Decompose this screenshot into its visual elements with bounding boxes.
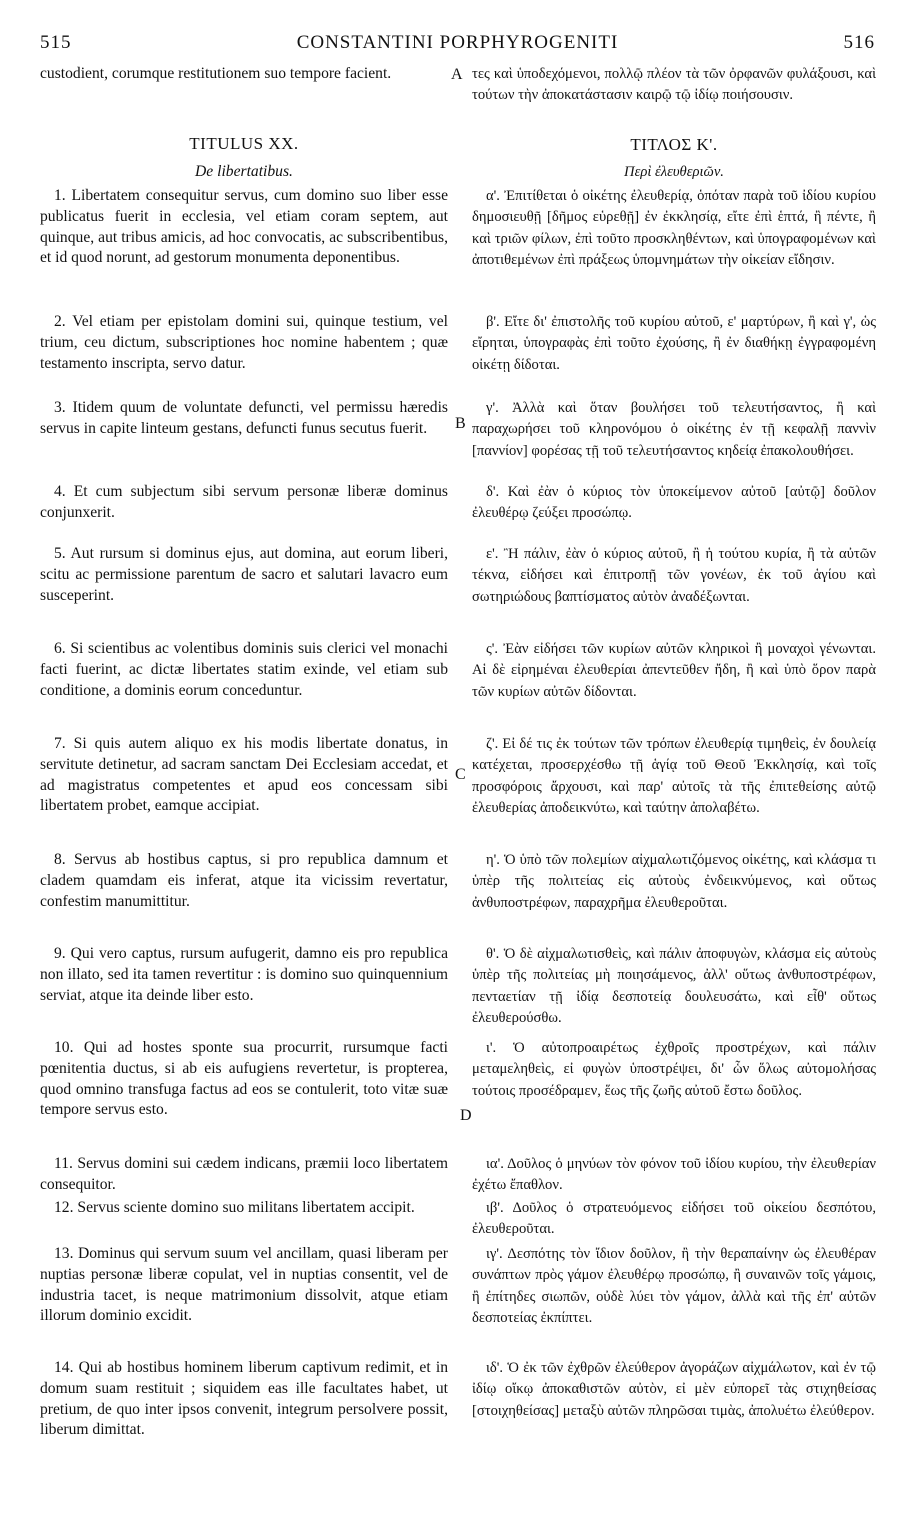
latin-para-6: 6. Si scientibus ac volentibus dominis suis clerici vel monachi facti fuerint, ac dictæ libertates statim exinde, vel etiam sub conditione, a dominis eorum conceduntur.: [40, 640, 448, 699]
page-number-right: 516: [843, 32, 875, 53]
greek-para-13: ιγ'. Δεσπότης τὸν ἴδιον δοῦλον, ἢ τὴν θεραπαίνην ὡς ἐλευθέραν συνάπτων πρὸς γάμον ἐλευθέρῳ προσώπῳ, ἢ συναινῶν τοῖς γάμοις, ἢ ἐπίτηδες σιωπῶν, οὐδὲ λύει τὸν γάμον, ἀλλὰ καὶ τῆς ἐπ' αὐτῶν δεσποτείας ἐκπίπτει.: [472, 1246, 876, 1327]
latin-para-12: 12. Servus sciente domino suo militans libertatem accipit.: [54, 1199, 415, 1216]
latin-para-7: 7. Si quis autem aliquo ex his modis libertate donatus, in servitute detinetur, ad sacram sanctam Dei Ecclesiam accedat, et ad magistratus competentes et apud eos concessam sibi libertatem probet, eamque accipiat.: [40, 735, 448, 815]
page-number-left: 515: [40, 32, 72, 53]
latin-para-10: 10. Qui ad hostes sponte sua procurrit, rursumque facti pœnitentia ductus, si ab eis aufugiens revertetur, is propterea, quod omnino transfuga factus ad eos se contulerit, toto vitæ suæ tempore servus esto.: [40, 1039, 448, 1119]
greek-para-2: β'. Εἴτε δι' ἐπιστολῆς τοῦ κυρίου αὐτοῦ, ε' μαρτύρων, ἢ καὶ γ', ὡς εἴρηται, ὑπογραφὰς ἐπὶ τοῦτο ἐχούσης, ἢ ἐν διαθήκῃ ἐγγραφομένη οἰκέτῃ δίδοται.: [472, 314, 876, 373]
latin-para-14: 14. Qui ab hostibus hominem liberum captivum redimit, et in domum suam restituit ; siquidem eas ille facultates habet, ut pretium, de quo inter ipsos convenit, integrum persolvere possit, liberum dimittat.: [40, 1359, 448, 1439]
greek-title: ΤΙΤΛΟΣ Κ'.: [630, 135, 718, 154]
running-title: CONSTANTINI PORPHYROGENITI: [296, 32, 619, 53]
margin-letter-b: B: [455, 415, 466, 432]
latin-para-11: 11. Servus domini sui cædem indicans, præmii loco libertatem consequitor.: [40, 1155, 448, 1193]
margin-letter-a: A: [451, 66, 463, 83]
latin-para-3: 3. Itidem quum de voluntate defuncti, vel permissu hæredis servus in capite linteum gestans, defuncti funus secutus fuerit.: [40, 399, 448, 437]
greek-para-10: ι'. Ὁ αὐτοπροαιρέτως ἐχθροῖς προστρέχων, καὶ πάλιν μεταμεληθεὶς, εἰ φυγὼν ὑποστρέψει, δι' ὧν ὅλως αὐτομολήσας τούτοις προσέδραμεν, ἕως τῆς ζωῆς αὐτοῦ ἔστω δοῦλος.: [472, 1040, 876, 1099]
latin-subtitle: De libertatibus.: [195, 163, 293, 180]
greek-para-7: ζ'. Εἰ δέ τις ἐκ τούτων τῶν τρόπων ἐλευθερίᾳ τιμηθεὶς, ἐν δουλείᾳ κατέχεται, προσερχέσθω τῇ ἁγίᾳ τοῦ Θεοῦ Ἐκκλησίᾳ, καὶ τοῖς προσφόροις ἄρχουσι, καὶ παρ' αὐτοῖς τὰ τῆς ἐπιτεθείσης αὐτῷ ἐλευθερίας ἀποδεικνύτω, καὶ ταύτην ἀπολαβέτω.: [472, 736, 876, 817]
greek-para-3: γ'. Ἀλλὰ καὶ ὅταν βουλήσει τοῦ τελευτήσαντος, ἢ καὶ παραχωρήσει τοῦ κληρονόμου ὁ οἰκέτης ἐν τῇ κεφαλῇ παννὶν [παννίον] φορέσας τῇ τοῦ τελευτήσαντος κηδείᾳ ἐπακολουθήσει.: [472, 400, 876, 459]
latin-para-2: 2. Vel etiam per epistolam domini sui, quinque testium, vel trium, ceu dictum, subscriptiones hoc nomine habentem ; quæ testamento inscripta, servo datur.: [40, 313, 448, 372]
margin-letter-d: D: [460, 1107, 472, 1124]
latin-para-8: 8. Servus ab hostibus captus, si pro republica damnum et cladem quamdam eis inferat, atque ita vicissim revertatur, confestim manumittitur.: [40, 851, 448, 910]
latin-para-13: 13. Dominus qui servum suum vel ancillam, quasi liberam per nuptias personæ liberæ copulat, vel in nuptias consentit, vel de industria tacet, is neque matrimonium dissolvit, atque etiam illorum dominio excidit.: [40, 1245, 448, 1325]
latin-title: TITULUS XX.: [189, 134, 299, 153]
margin-letter-c: C: [455, 766, 466, 783]
greek-para-5: ε'. Ἢ πάλιν, ἐὰν ὁ κύριος αὐτοῦ, ἢ ἡ τούτου κυρία, ἢ τὰ αὐτῶν τέκνα, εἰδήσει καὶ ἐπιτροπῇ τῶν γονέων, ἐκ τοῦ ἁγίου καὶ σωτηριώδους βαπτίσματος αὐτὸν ἀναδέξωνται.: [472, 546, 876, 605]
greek-para-8: η'. Ὁ ὑπὸ τῶν πολεμίων αἰχμαλωτιζόμενος οἰκέτης, καὶ κλάσμα τι ὑπὲρ τῆς πολιτείας εἰς αὐτοὺς ἐνδεικνύμενος, καὶ οὕτως ἀνθυποστρέφων, παραχρῆμα ἐλευθεροῦται.: [472, 852, 876, 911]
greek-para-11: ια'. Δοῦλος ὁ μηνύων τὸν φόνον τοῦ ἰδίου κυρίου, τὴν ἐλευθερίαν ἐχέτω ἔπαθλον.: [472, 1156, 876, 1194]
greek-para-4: δ'. Καὶ ἐὰν ὁ κύριος τὸν ὑποκείμενον αὐτοῦ [αὐτῷ] δοῦλον ἐλευθέρῳ ζεύξει προσώπῳ.: [472, 484, 876, 522]
greek-subtitle: Περὶ ἐλευθεριῶν.: [624, 164, 724, 180]
latin-para-9: 9. Qui vero captus, rursum aufugerit, damno eis pro republica non illato, sed ita tamen revertitur : is domino suo quinquennium serviat, atque ita deinde liber esto.: [40, 945, 448, 1004]
latin-para-4: 4. Et cum subjectum sibi servum personæ liberæ dominus conjunxerit.: [40, 483, 448, 521]
latin-intro: custodient, corumque restitutionem suo tempore facient.: [40, 65, 392, 82]
latin-para-1: 1. Libertatem consequitur servus, cum domino suo liber esse publicatus fuerit in ecclesia, vel etiam coram septem, aut quinque, aut tribus amicis, ad hoc convocatis, ac subscribentibus, et id quod norunt, ad gestorum monumenta deponentibus.: [40, 187, 448, 267]
greek-para-12: ιβ'. Δοῦλος ὁ στρατευόμενος εἰδήσει τοῦ οἰκείου δεσπότου, ἐλευθεροῦται.: [472, 1200, 876, 1238]
greek-intro: τες καὶ ὑποδεχόμενοι, πολλῷ πλέον τὰ τῶν ὀρφανῶν φυλάξουσι, καὶ τούτων τὴν ἀποκατάστασιν καιρῷ τῷ ἰδίῳ ποιήσουσιν.: [472, 66, 876, 104]
greek-para-1: α'. Ἐπιτίθεται ὁ οἰκέτης ἐλευθερίᾳ, ὁπόταν παρὰ τοῦ ἰδίου κυρίου δημοσιευθῇ [δῆμος εὑρεθῇ] ἐν ἐκκλησίᾳ, εἴτε ἐπὶ ἑπτά, ἢ πέντε, ἢ καὶ τριῶν φίλων, ἐπὶ τοῦτο προσκληθέντων, καὶ ὑπογραφομένων καὶ ἀποτιθεμένων ἐπὶ πράξεως ὑπομνημάτων τὴν οἰκείαν εἴδησιν.: [472, 188, 876, 269]
greek-para-6: ς'. Ἐὰν εἰδήσει τῶν κυρίων αὐτῶν κληρικοὶ ἢ μοναχοὶ γένωνται. Αἱ δὲ εἰρημέναι ἐλευθερίαι ἀπεντεῦθεν ἤδη, ἢ καὶ ὑπὸ ὅρον παρὰ τῶν κυρίων αὐτῶν δίδονται.: [472, 641, 876, 700]
greek-para-9: θ'. Ὁ δὲ αἰχμαλωτισθεὶς, καὶ πάλιν ἀποφυγὼν, κλάσμα εἰς αὐτοὺς ὑπὲρ τῆς πολιτείας μὴ ποιησάμενος, ἀλλ' οὕτως ἀνθυποστρέφων, πενταετίαν τῇ ἰδίᾳ δεσποτείᾳ δουλευσάτω, καὶ εἶθ' οὕτως ἐλευθερούσθω.: [472, 946, 876, 1027]
greek-para-14: ιδ'. Ὁ ἐκ τῶν ἐχθρῶν ἐλεύθερον ἀγοράζων αἰχμάλωτον, καὶ ἐν τῷ ἰδίῳ οἴκῳ ἀποκαθιστῶν αὐτὸν, εἰ μὲν εὐπορεῖ τὰς στιχηθείσας [στοιχηθείσας] μεταξὺ αὐτῶν πληρῶσαι τιμὰς, ἀπολυέτω ἐλεύθερον.: [472, 1360, 876, 1419]
latin-para-5: 5. Aut rursum si dominus ejus, aut domina, aut eorum liberi, scitu ac permissione parentum de sacro et salutari lavacro eum susceperint.: [40, 545, 448, 604]
page-header: [40, 32, 875, 58]
